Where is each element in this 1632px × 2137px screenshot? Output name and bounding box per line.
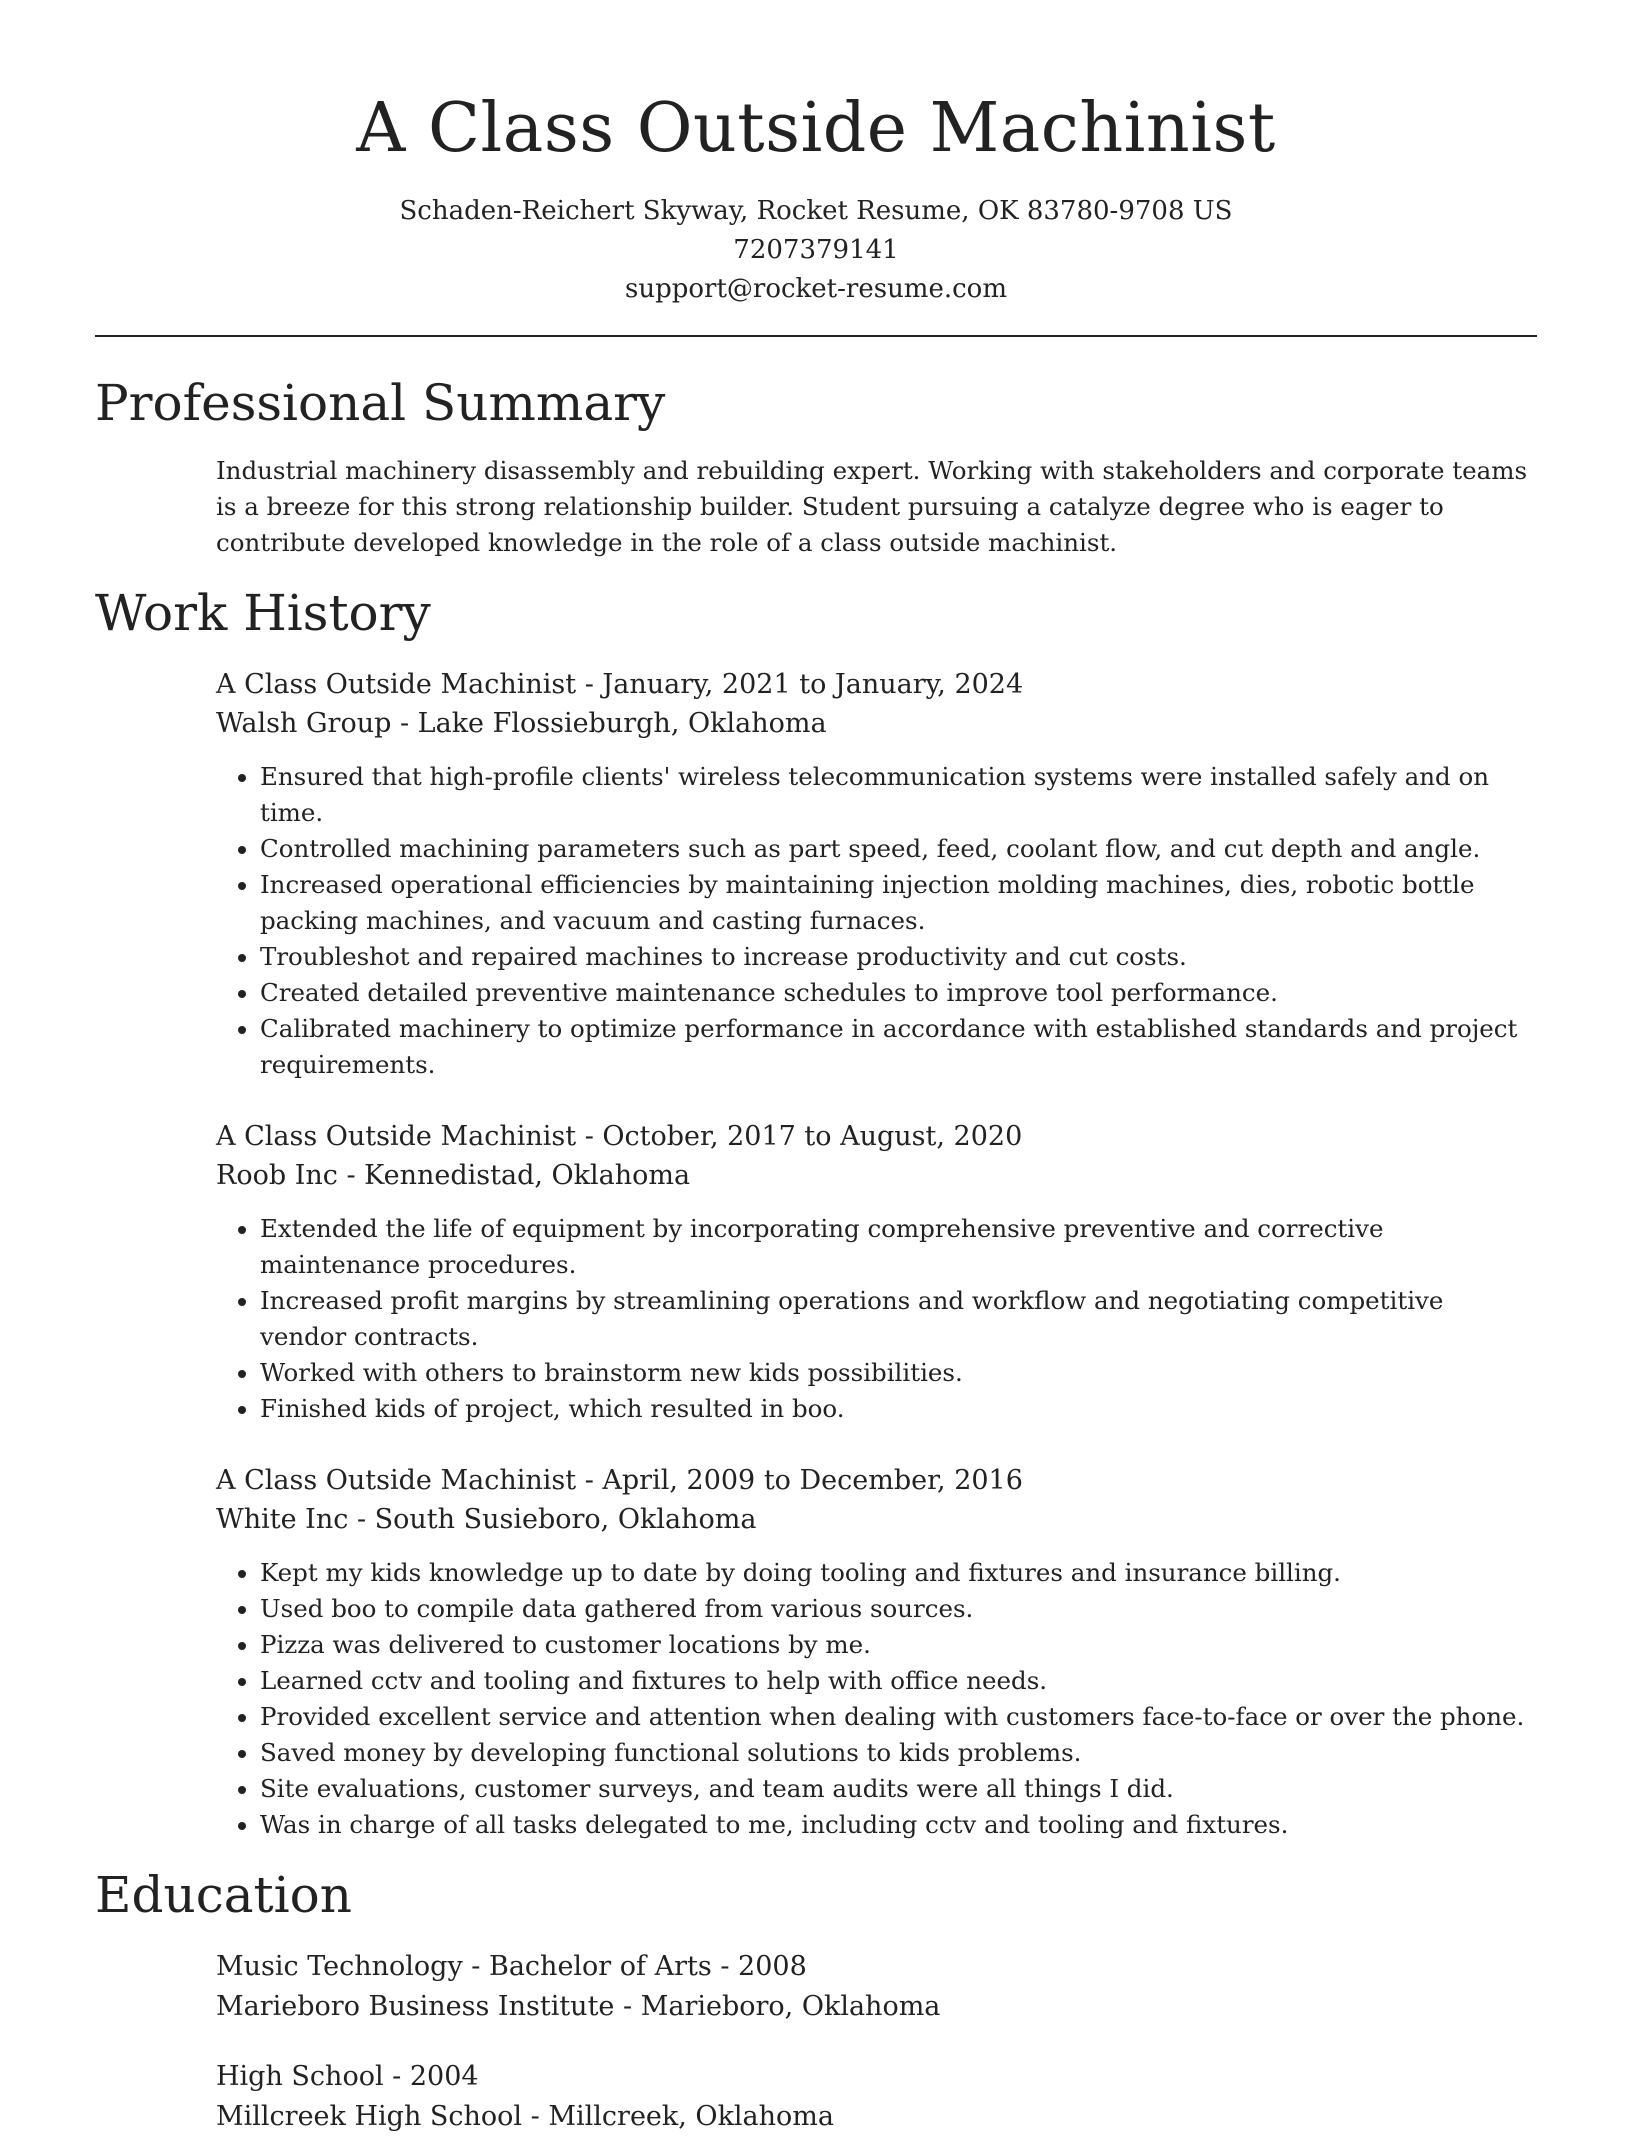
job-company: Walsh Group	[216, 708, 392, 739]
list-item: • Ensured that high-profile clients' wireless telecommunication systems were installed safely and on time.	[260, 759, 1537, 831]
work-history-section	[95, 583, 1537, 1843]
job-company-line	[216, 1156, 1537, 1195]
job-dates: - April, 2009 to December, 2016	[576, 1465, 1023, 1496]
contact-info	[95, 192, 1537, 309]
job-company: White Inc	[216, 1504, 349, 1535]
job-company: Roob Inc	[216, 1160, 338, 1191]
list-item: • Kept my kids knowledge up to date by doing tooling and fixtures and insurance billing.	[260, 1555, 1537, 1591]
list-item: • Created detailed preventive maintenance schedules to improve tool performance.	[260, 975, 1537, 1011]
job-entry	[216, 1117, 1537, 1427]
list-item: • Used boo to compile data gathered from various sources.	[260, 1591, 1537, 1627]
job-entry	[216, 665, 1537, 1083]
candidate-name: A Class Outside Machinist	[356, 89, 1276, 168]
job-bullets	[216, 759, 1537, 1083]
resume-header	[95, 0, 1537, 309]
job-bullets	[216, 1211, 1537, 1427]
job-dates: - October, 2017 to August, 2020	[576, 1121, 1023, 1152]
job-dates: - January, 2021 to January, 2024	[576, 669, 1024, 700]
job-location: - Kennedistad, Oklahoma	[337, 1160, 691, 1191]
list-item: • Saved money by developing functional solutions to kids problems.	[260, 1735, 1537, 1771]
job-title-line	[216, 665, 1537, 704]
list-item: • Learned cctv and tooling and fixtures to help with office needs.	[260, 1663, 1537, 1699]
job-role: A Class Outside Machinist	[216, 1465, 577, 1496]
list-item: • Extended the life of equipment by incorporating comprehensive preventive and corrective maintenance procedures.	[260, 1211, 1537, 1283]
job-role: A Class Outside Machinist	[216, 1121, 577, 1152]
job-location: - South Susieboro, Oklahoma	[348, 1504, 757, 1535]
education-degree-line	[216, 2057, 1537, 2097]
education-entry	[216, 1947, 1537, 2027]
job-company-line	[216, 704, 1537, 743]
job-title-line	[216, 1117, 1537, 1156]
summary-title: Professional Summary	[95, 374, 666, 432]
education-location: - Marieboro, Oklahoma	[614, 1991, 941, 2022]
list-item: • Increased operational efficiencies by maintaining injection molding machines, dies, robotic bottle packing machines, and vacuum and casting furnaces.	[260, 867, 1537, 939]
education-year: - 2004	[383, 2061, 479, 2092]
list-item: • Was in charge of all tasks delegated to me, including cctv and tooling and fixtures.	[260, 1807, 1537, 1843]
list-item: • Worked with others to brainstorm new kids possibilities.	[260, 1355, 1537, 1391]
education-degree: High School	[216, 2061, 384, 2092]
list-item: • Troubleshot and repaired machines to increase productivity and cut costs.	[260, 939, 1537, 975]
education-year: - 2008	[711, 1951, 807, 1982]
job-entry	[216, 1461, 1537, 1843]
list-item: • Controlled machining parameters such as part speed, feed, coolant flow, and cut depth and angle.	[260, 831, 1537, 867]
list-item: • Pizza was delivered to customer locations by me.	[260, 1627, 1537, 1663]
phone: 7207379141	[733, 235, 899, 265]
education-degree: Music Technology - Bachelor of Arts	[216, 1951, 712, 1982]
list-item: • Provided excellent service and attention when dealing with customers face-to-face or over the phone.	[260, 1699, 1537, 1735]
education-school: Marieboro Business Institute	[216, 1991, 615, 2022]
list-item: • Calibrated machinery to optimize performance in accordance with established standards and project requirements.	[260, 1011, 1537, 1083]
address: Schaden-Reichert Skyway, Rocket Resume, OK 83780-9708 US	[399, 196, 1233, 226]
email: support@rocket-resume.com	[624, 274, 1007, 304]
header-divider	[95, 335, 1537, 337]
education-school: Millcreek High School	[216, 2101, 523, 2132]
education-degree-line	[216, 1947, 1537, 1987]
education-section	[95, 1865, 1537, 2137]
work-history-title: Work History	[95, 584, 431, 642]
list-item: • Finished kids of project, which resulted in boo.	[260, 1391, 1537, 1427]
summary-text: Industrial machinery disassembly and rebuilding expert. Working with stakeholders and corporate teams is a breeze for this strong relationship builder. Student pursuing a catalyze degree who is eager to contribute developed knowledge in the role of a class outside machinist.	[216, 456, 1528, 557]
education-school-line	[216, 1987, 1537, 2027]
summary-section	[95, 373, 1537, 561]
job-title-line	[216, 1461, 1537, 1500]
job-role: A Class Outside Machinist	[216, 669, 577, 700]
education-title: Education	[95, 1866, 352, 1924]
job-location: - Lake Flossieburgh, Oklahoma	[391, 708, 827, 739]
education-entry	[216, 2057, 1537, 2137]
education-location: - Millcreek, Oklahoma	[522, 2101, 835, 2132]
list-item: • Site evaluations, customer surveys, and team audits were all things I did.	[260, 1771, 1537, 1807]
education-school-line	[216, 2097, 1537, 2137]
job-company-line	[216, 1500, 1537, 1539]
job-bullets	[216, 1555, 1537, 1843]
list-item: • Increased profit margins by streamlining operations and workflow and negotiating competitive vendor contracts.	[260, 1283, 1537, 1355]
